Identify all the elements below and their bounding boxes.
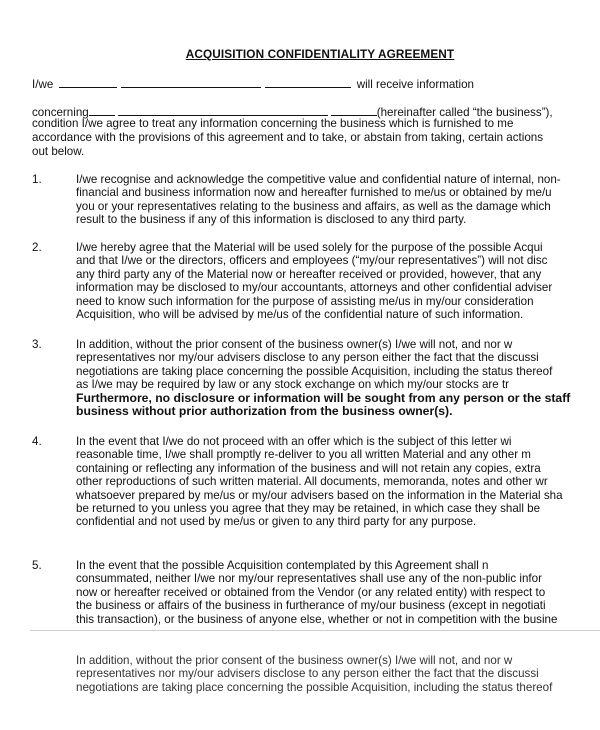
intro-line-1: [32, 76, 474, 92]
intro-line1-end: will receive information: [356, 78, 475, 91]
intro-line2-end: (hereinafter called “the business”),: [376, 106, 553, 119]
blank-field-business-1[interactable]: [89, 104, 115, 116]
clause-line: representatives nor my/our advisers disclose to any person either the fact that the discussi: [76, 351, 539, 365]
blank-field-name-1[interactable]: [59, 76, 117, 88]
clause-line: confidential and not used by me/us or given to any third party for any purpose.: [76, 515, 477, 529]
clause-line: I/we hereby agree that the Material will be used solely for the purpose of the possible Acqui: [76, 241, 543, 254]
clause-line: reasonable time, I/we shall promptly re-deliver to you all written Material and any other m: [76, 448, 531, 462]
continuation-text: [76, 654, 600, 694]
intro-line-4: accordance with the provisions of this agreement and to take, or abstain from taking, certain actions: [32, 131, 544, 144]
clause-3-number: 3.: [32, 338, 42, 351]
clause-line: containing or reflecting any information of the business and will not retain any copies, extra: [76, 461, 541, 475]
clause-4-number: 4.: [32, 435, 42, 448]
clause-line: In addition, without the prior consent of the business owner(s) I/we will not, and nor w: [76, 338, 513, 351]
clause-1-number: 1.: [32, 173, 42, 186]
clause-line: negotiations are taking place concerning the possible Acquisition, including the status thereof: [76, 680, 553, 694]
clause-line: representatives nor my/our advisers disclose to any person either the fact that the discussi: [76, 667, 539, 681]
blank-field-name-3[interactable]: [265, 76, 351, 88]
page-divider: [30, 630, 600, 631]
clause-5-text: [76, 559, 600, 626]
blank-field-name-2[interactable]: [121, 76, 261, 88]
clause-line: now or hereafter received or obtained from the Vendor (or any related entity) with respect to: [76, 585, 546, 599]
clause-2-number: 2.: [32, 241, 42, 254]
intro-line2-start: concerning: [32, 106, 89, 119]
intro-line-3: condition I/we agree to treat any information concerning the business which is furnished to me: [32, 117, 514, 130]
clause-line: financial and business information now and hereafter furnished to me/us or obtained by me/u: [76, 186, 552, 200]
clause-line: other reproductions of such written material. All documents, memoranda, notes and other wr: [76, 475, 548, 489]
clause-line: I/we recognise and acknowledge the competitive value and confidential nature of internal, non-: [76, 173, 561, 186]
clause-2-text: [76, 241, 600, 321]
clause-line: you or your representatives relating to the business and affairs, as well as the damage which: [76, 199, 551, 213]
blank-field-business-3[interactable]: [331, 104, 377, 116]
clause-line: need to know such information for the purpose of assisting me/us in my/our consideration: [76, 294, 534, 308]
clause-line: information may be disclosed to my/our accountants, attorneys and other confidential adviser: [76, 281, 553, 295]
clause-line: negotiations are taking place concerning the possible Acquisition, including the status thereof: [76, 364, 553, 378]
clause-5-number: 5.: [32, 559, 42, 572]
clause-line: result to the business if any of this information is disclosed to any third party.: [76, 213, 467, 227]
clause-line: In addition, without the prior consent of the business owner(s) I/we will not, and nor w: [76, 654, 513, 667]
clause-line: and that I/we or the directors, officers and employees (“my/our representatives”) will not disc: [76, 254, 548, 268]
clause-4-text: [76, 435, 600, 529]
document-title: ACQUISITION CONFIDENTIALITY AGREEMENT: [185, 47, 455, 61]
clause-bold-line: Furthermore, no disclosure or information will be sought from any person or the staff: [76, 390, 571, 405]
clause-line: In the event that I/we do not proceed with an offer which is the subject of this letter wi: [76, 435, 512, 448]
clause-line: be returned to you unless you agree that they may be retained, in which case they shall be: [76, 502, 541, 516]
clause-line: this transaction), or the business of anyone else, whether or not in competition with the busine: [76, 612, 558, 626]
intro-line-5: out below.: [32, 145, 85, 158]
clause-line: any third party any of the Material now or hereafter received or provided, however, that any: [76, 267, 542, 281]
clause-line: consummated, neither I/we nor my/our representatives shall use any of the non-public infor: [76, 572, 542, 586]
clause-line: whatsoever prepared by me/us or my/our advisers based on the information in the Material sha: [76, 488, 563, 502]
clause-1-text: [76, 173, 600, 227]
clause-line: In the event that the possible Acquisition contemplated by this Agreement shall n: [76, 559, 489, 572]
blank-field-business-2[interactable]: [118, 104, 328, 116]
clause-bold-line: business without prior authorization from the business owner(s).: [76, 404, 453, 419]
clause-3-text: [76, 338, 600, 418]
clause-line: as I/we may be required by law or any stock exchange on which my/our stocks are tr: [76, 378, 510, 392]
intro-line1-start: I/we: [32, 78, 54, 91]
clause-line: the business or affairs of the business in furtherance of my/our business (except in negotiati: [76, 599, 546, 613]
clause-line: Acquisition, who will be advised by me/us of the confidential nature of such information.: [76, 308, 524, 322]
